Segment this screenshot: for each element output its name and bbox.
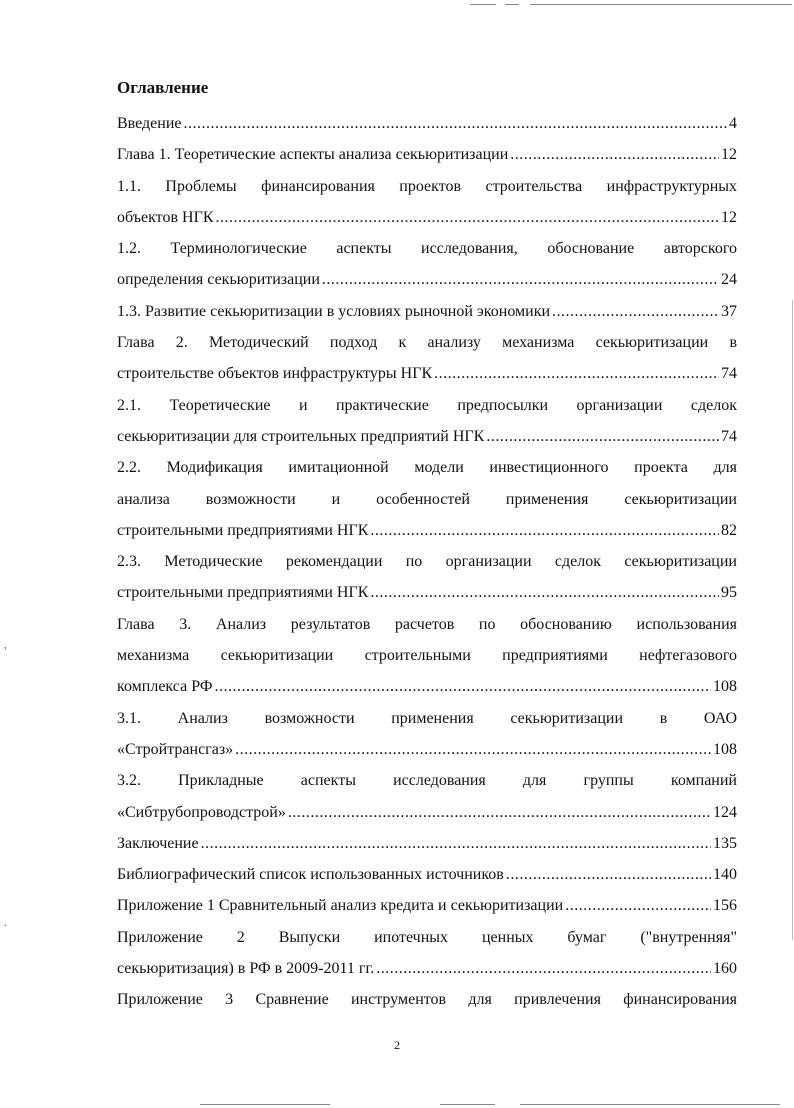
- toc-leader-dots: [216, 202, 720, 233]
- toc-leader-dots: [370, 515, 719, 546]
- toc-leader-dots: [486, 421, 719, 452]
- toc-entry-line: Глава 2. Методический подход к анализу механизма секьюритизации в: [117, 334, 737, 352]
- scan-artifact-right-edge: [792, 300, 793, 940]
- toc-leader-dots: [288, 797, 711, 828]
- toc-entry: [117, 765, 737, 828]
- toc-entry-title: комплекса РФ: [117, 678, 213, 696]
- toc-entry: [117, 984, 737, 1015]
- toc-entry-last-line: [117, 797, 737, 828]
- toc-leader-dots: [322, 264, 719, 295]
- toc-entry-last-line: [117, 421, 737, 452]
- scan-artifact-bottom-line: [520, 1104, 780, 1105]
- toc-entry-last-line: [117, 108, 737, 139]
- toc-page-number: 140: [713, 866, 737, 884]
- toc-entry-line: 2.3. Методические рекомендации по организации сделок секьюритизации: [117, 553, 737, 571]
- toc-entry-last-line: [117, 577, 737, 608]
- toc-entry-title: строительстве объектов инфраструктуры НГК: [117, 365, 433, 383]
- toc-leader-dots: [370, 577, 719, 608]
- toc-title: Оглавление: [117, 78, 209, 97]
- toc-leader-dots: [376, 953, 711, 984]
- toc-entry: [117, 546, 737, 609]
- toc-page-number: 12: [721, 146, 737, 164]
- toc-entry-line: 2.1. Теоретические и практические предпосылки организации сделок: [117, 396, 737, 414]
- toc-page-number: 124: [713, 803, 737, 821]
- toc-page-number: 37: [721, 302, 737, 320]
- scan-artifact-mark: .: [4, 918, 7, 929]
- toc-entry-line: Глава 3. Анализ результатов расчетов по обоснованию использования: [117, 615, 737, 633]
- toc-entry: [117, 859, 737, 890]
- scan-artifact-top-line: [530, 4, 792, 5]
- toc-entry-line: механизма секьюритизации строительными предприятиями нефтегазового: [117, 647, 737, 665]
- toc-entry-title: Введение: [117, 115, 182, 132]
- toc-leader-dots: [506, 859, 711, 890]
- toc-entry: [117, 108, 737, 139]
- toc-page-number: 95: [721, 584, 737, 602]
- toc-entry: [117, 296, 737, 327]
- toc-entry: [117, 922, 737, 985]
- toc-entry-last-line: [117, 828, 737, 859]
- toc-entry-line: Приложение 3 Сравнение инструментов для привлечения финансирования: [117, 991, 737, 1009]
- toc-entry: [117, 171, 737, 234]
- toc-entry-title: «Стройтрансгаз»: [117, 740, 234, 758]
- toc-entry: [117, 139, 737, 170]
- toc-leader-dots: [434, 358, 719, 389]
- toc-entry-line: 3.2. Прикладные аспекты исследования для группы компаний: [117, 772, 737, 790]
- toc-page-number: 12: [721, 208, 737, 226]
- toc-entry-last-line: [117, 890, 737, 921]
- toc-page-number: 82: [721, 521, 737, 539]
- toc-leader-dots: [201, 828, 711, 859]
- toc-entry-title: строительными предприятиями НГК: [117, 584, 369, 602]
- toc-entry-line: анализа возможности и особенностей применения секьюритизации: [117, 490, 737, 508]
- toc-entry-title: Заключение: [117, 834, 199, 852]
- toc-leader-dots: [552, 296, 719, 327]
- toc-entry-title: «Сибтрубопроводстрой»: [117, 803, 286, 821]
- toc-entry: [117, 828, 737, 859]
- toc-entry: [117, 327, 737, 390]
- toc-entry-title: Приложение 1 Сравнительный анализ кредита и секьюритизации: [117, 897, 564, 915]
- toc-entry-last-line: [117, 671, 737, 702]
- toc-entry-title: Глава 1. Теоретические аспекты анализа секьюритизации: [117, 146, 509, 164]
- toc-entry-title: 1.3. Развитие секьюритизации в условиях рыночной экономики: [117, 302, 551, 320]
- toc-entry-last-line: [117, 859, 737, 890]
- page-number: 2: [394, 1038, 400, 1052]
- scan-artifact-mark: ,: [4, 640, 7, 651]
- toc-entry-last-line: [117, 358, 737, 389]
- toc-entry-line: 1.2. Терминологические аспекты исследования, обоснование авторского: [117, 240, 737, 258]
- toc-entry-line: 1.1. Проблемы финансирования проектов строительства инфраструктурных: [117, 177, 737, 195]
- toc-entry: [117, 452, 737, 546]
- scan-artifact-top-line: [470, 4, 496, 5]
- toc-page-number: 74: [721, 427, 737, 445]
- toc-entry-title: Библиографический список использованных источников: [117, 866, 504, 884]
- toc-entry-title: секьюритизации для строительных предприятий НГК: [117, 427, 485, 445]
- toc-page-number: 108: [713, 678, 737, 696]
- toc-entry-title: объектов НГК: [117, 208, 214, 226]
- toc-leader-dots: [565, 890, 711, 921]
- toc-entry-line: 3.1. Анализ возможности применения секьюритизации в ОАО: [117, 709, 737, 727]
- toc-leader-dots: [235, 734, 711, 765]
- toc-entry-last-line: [117, 734, 737, 765]
- toc-leader-dots: [510, 139, 719, 170]
- toc-entry-last-line: [117, 953, 737, 984]
- toc-entry: [117, 703, 737, 766]
- toc-leader-dots: [184, 108, 728, 139]
- toc-page-number: 135: [713, 834, 737, 852]
- toc-entry: [117, 233, 737, 296]
- toc-entry: [117, 390, 737, 453]
- toc-entry-last-line: [117, 202, 737, 233]
- toc-entry-title: секьюритизация) в РФ в 2009-2011 гг.: [117, 960, 375, 978]
- toc-leader-dots: [214, 671, 711, 702]
- toc-entry: [117, 890, 737, 921]
- toc-page-number: 4: [729, 115, 737, 132]
- toc-entry-last-line: [117, 296, 737, 327]
- toc-entry-title: строительными предприятиями НГК: [117, 521, 369, 539]
- scan-artifact-top-line: [505, 4, 519, 5]
- toc-page-number: 74: [721, 365, 737, 383]
- toc-entry-last-line: [117, 139, 737, 170]
- toc-entry-last-line: [117, 515, 737, 546]
- toc-entry-title: определения секьюритизации: [117, 271, 320, 289]
- toc-page-number: 24: [721, 271, 737, 289]
- scan-artifact-bottom-line: [440, 1104, 495, 1105]
- toc-entry-line: 2.2. Модификация имитационной модели инвестиционного проекта для: [117, 459, 737, 477]
- toc-entry: [117, 609, 737, 703]
- toc-page-number: 108: [713, 740, 737, 758]
- scan-artifact-bottom-line: [200, 1104, 330, 1105]
- toc-entry-last-line: [117, 264, 737, 295]
- toc-page-number: 160: [713, 960, 737, 978]
- table-of-contents: [117, 108, 737, 1016]
- toc-entry-line: Приложение 2 Выпуски ипотечных ценных бумаг ("внутренняя": [117, 928, 737, 946]
- toc-page-number: 156: [713, 897, 737, 915]
